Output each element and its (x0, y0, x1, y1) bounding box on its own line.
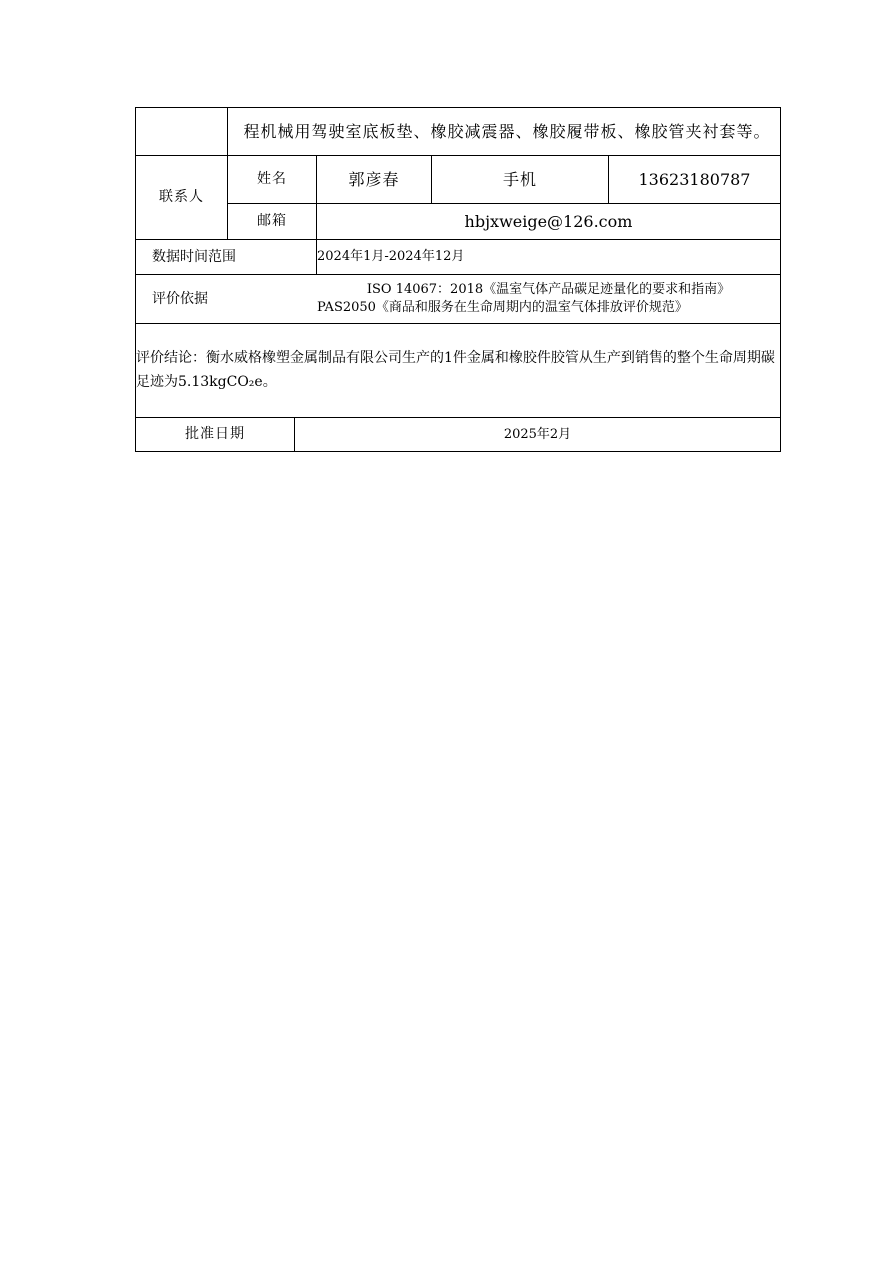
email-label-text: 邮箱 (257, 213, 287, 230)
email-value-text: hbjxweige@126.com (464, 211, 633, 231)
product-info-table (135, 107, 781, 452)
basis-label-text: 评价依据 (152, 290, 208, 307)
basis-label (152, 275, 316, 323)
approval-value-text: 2025年2月 (503, 426, 572, 442)
phone-label-text: 手机 (502, 169, 537, 189)
name-label (228, 156, 316, 203)
phone-label (432, 156, 608, 203)
basis-value (317, 275, 780, 323)
product-scope-text (235, 108, 779, 155)
border-right (780, 107, 781, 452)
approval-value (295, 418, 780, 451)
basis-standard-pas: PAS2050《商品和服务在生命周期内的温室气体排放评价规范》 (317, 300, 688, 315)
phone-value (609, 156, 780, 203)
name-value (317, 156, 431, 203)
conclusion-cell (136, 324, 780, 417)
conclusion-text: 评价结论：衡水威格橡塑金属制品有限公司生产的1件金属和橡胶件胶管从生产到销售的整个生命周期碳足迹为5.13kgCO₂e。 (136, 350, 775, 390)
data-period-value (317, 240, 780, 274)
contact-label-text: 联系人 (159, 189, 204, 206)
approval-label-text: 批准日期 (185, 426, 245, 443)
product-scope-value: 程机械用驾驶室底板垫、橡胶减震器、橡胶履带板、橡胶管夹衬套等。 (243, 121, 771, 141)
email-label (228, 204, 316, 239)
name-value-text: 郭彦春 (348, 169, 400, 189)
border-bottom (135, 451, 781, 452)
basis-standard-iso: ISO 14067：2018《温室气体产品碳足迹量化的要求和指南》 (366, 282, 731, 298)
data-period-label-text: 数据时间范围 (152, 248, 236, 265)
data-period-label (152, 240, 316, 274)
contact-label (136, 156, 227, 239)
phone-value-text: 13623180787 (638, 169, 751, 189)
data-period-value-text: 2024年1月-2024年12月 (317, 249, 465, 265)
name-label-text: 姓名 (257, 171, 287, 188)
email-value (317, 204, 780, 239)
approval-label (136, 418, 294, 451)
